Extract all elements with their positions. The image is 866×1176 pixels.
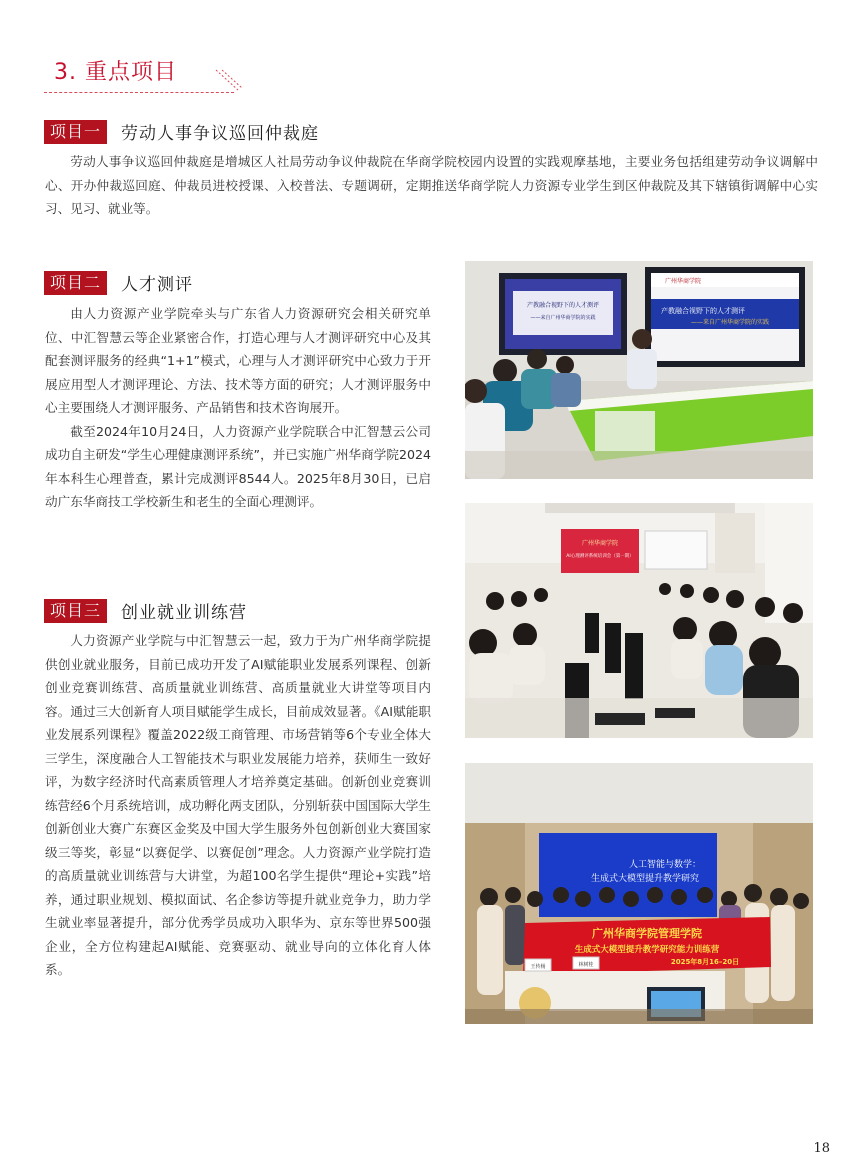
section-decoration-icon [214, 68, 244, 94]
page-number: 18 [813, 1141, 830, 1156]
photo1-right-screen-header: 广州华商学院 [665, 278, 702, 285]
section-title-underline [44, 92, 234, 93]
photo1-right-screen-line2: ——来自广州华商学院的实践 [691, 319, 770, 326]
photo-talent-assessment-seminar [465, 261, 813, 479]
project-1-header [44, 119, 319, 144]
project-3-tag: 项目三 [44, 599, 107, 623]
photo3-banner-line2: 生成式大模型提升教学研究能力训练营 [574, 945, 720, 955]
section-title: 3. 重点项目 [54, 60, 177, 85]
project-1-title: 劳动人事争议巡回仲裁庭 [121, 124, 320, 144]
photo3-screen-line1: 人工智能与数学： [628, 860, 702, 870]
photo2-screen-line1: 广州华商学院 [581, 540, 619, 547]
project-1-body [45, 150, 818, 221]
project-3-paragraph: 人力资源产业学院与中汇智慧云一起，致力于为广州华商学院提供创业就业服务，目前已成功开发了AI赋能职业发展系列课程、创新创业竞赛训练营、高质量就业训练营、高质量就业大讲堂等项目内容。通过三大创新育人项目赋能学生成长，目前成效显著。《AI赋能职业发展系列课程》覆盖2022级工商管理、市场营销等6个专业全体大三学生，深度融合人工智能技术与职业发展能力培养，获师生一致好评，为数字经济时代高素质管理人才培养奠定基础。创新创业竞赛训练营经6个月系统培训，成功孵化两支团队，分别斩获中国国际大学生创新创业大赛广东赛区金奖及中国大学生服务外包创新创业大赛国家级三等奖，彰显“以赛促学、以赛促创”理念。人力资源产业学院打造的高质量就业训练营与大讲堂，为超100名学生提供“理论+实践”培养，通过职业规划、模拟面试、名企参访等提升就业竞争力，助力学生就业率显著提升，部分优秀学员成功入职华为、京东等世界500强企业，全方位构建起AI赋能、竞赛驱动、就业导向的立体化育人体系。 [45, 633, 431, 977]
photo3-banner-line3: 2025年8月16–20日 [670, 958, 740, 966]
photo3-screen-line2: 生成式大模型提升教学研究 [590, 874, 700, 884]
photo2-screen-line2: AI心理测评系统培训会（第一期） [566, 554, 634, 559]
project-2-header [44, 270, 193, 295]
photo1-left-screen-line2: ——来自广州华商学院的实践 [530, 315, 596, 321]
project-1-paragraph: 劳动人事争议巡回仲裁庭是增城区人社局劳动争议仲裁院在华商学院校园内设置的实践观摩基地，主要业务包括组建劳动争议调解中心、开办仲裁巡回庭、仲裁员进校授课、入校普法、专题调研，定期推送华商学院人力资源专业学生到区仲裁院及其下辖镇街调解中心实习、见习、就业等。 [45, 154, 818, 216]
project-2-title: 人才测评 [121, 275, 194, 295]
project-2-paragraph-2: 截至2024年10月24日，人力资源产业学院联合中汇智慧云公司成功自主研发“学生心理健康测评系统”，并已实施广州华商学院2024年本科生心理普查，累计完成测评8544人。2025年8月30日，已启动广东华商技工学校新生和老生的全面心理测评。 [45, 423, 431, 509]
photo-training-camp-group [465, 763, 813, 1024]
photo-computer-lab-training [465, 503, 813, 738]
photo1-right-screen-line1: 产教融合视野下的人才测评 [661, 307, 745, 315]
project-3-header [44, 598, 247, 623]
photo3-placard-left: 王传杨 [530, 964, 546, 970]
photo3-banner-line1: 广州华商学院管理学院 [592, 927, 702, 940]
project-1-tag: 项目一 [44, 120, 107, 144]
project-2-tag: 项目二 [44, 271, 107, 295]
project-2-body [45, 302, 431, 514]
project-3-title: 创业就业训练营 [121, 603, 248, 623]
project-2-paragraph-1: 由人力资源产业学院牵头与广东省人力资源研究会相关研究单位、中汇智慧云等企业紧密合作，打造心理与人才测评研究中心及其配套测评服务的经典“1+1”模式，心理与人才测评研究中心致力于开展应用型人才测评理论、方法、技术等方面的研究；人才测评服务中心主要围绕人才测评服务、产品销售和技术咨询展开。 [45, 306, 431, 415]
photo1-left-screen-line1: 产教融合视野下的人才测评 [526, 302, 600, 309]
project-3-body [45, 629, 431, 982]
photo3-placard-right: 林树桂 [578, 962, 594, 968]
